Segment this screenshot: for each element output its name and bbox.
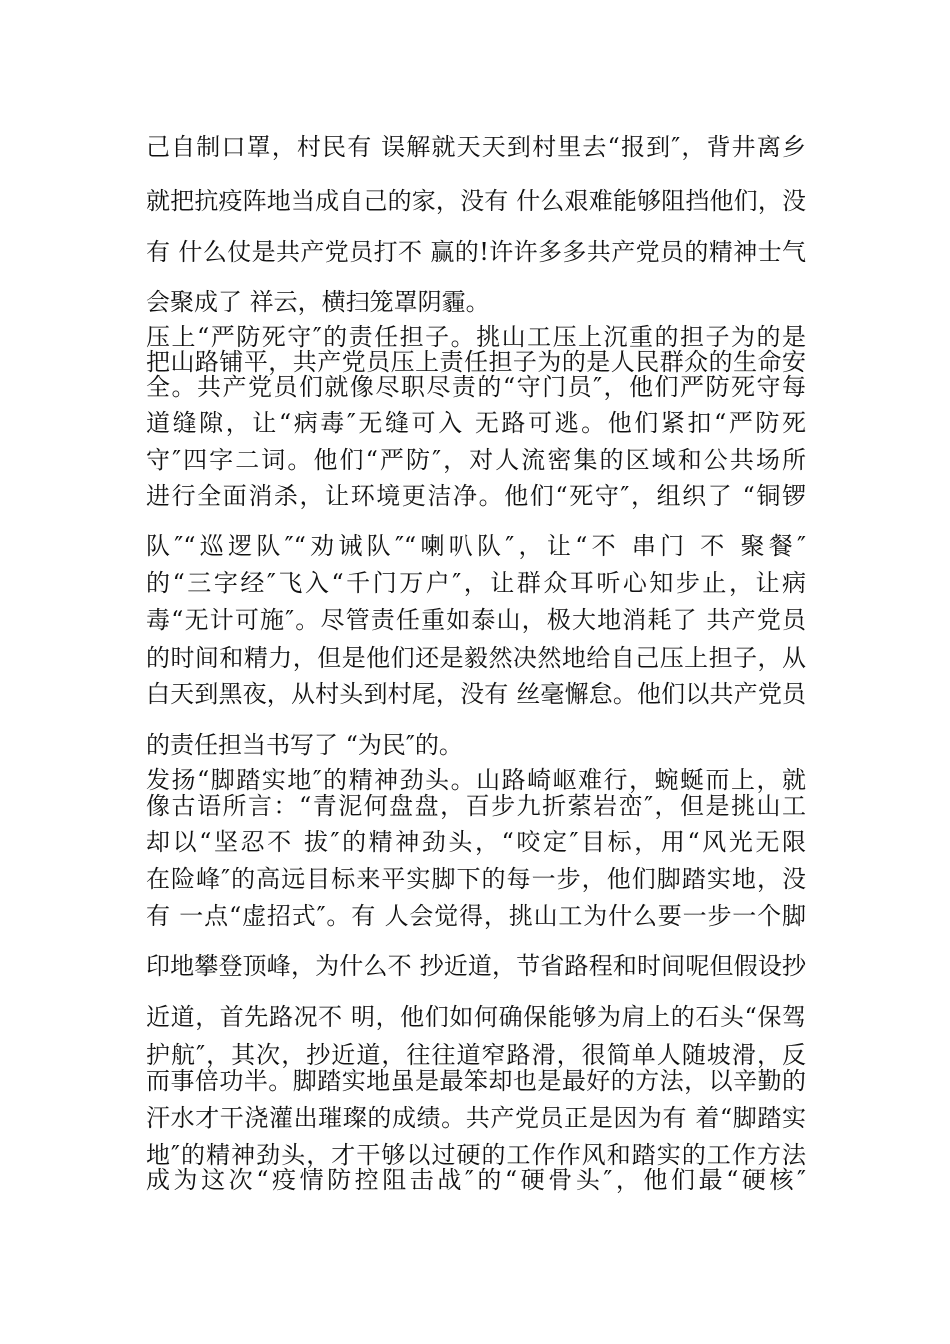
text-line: 像古语所言：“青泥何盘盘，百步九折萦岩峦″，但是挑山工: [146, 792, 806, 820]
text-line: 发扬“脚踏实地″的精神劲头。山路崎岖难行，蜿蜒而上，就: [146, 766, 806, 794]
text-line: 而事倍功半。脚踏实地虽是最笨却也是最好的方法，以辛勤的: [146, 1067, 806, 1095]
text-line: 守″四字二词。他们“严防″，对人流密集的区域和公共场所: [146, 446, 806, 474]
text-line: 却以“坚忍不 拔″的精神劲头，“咬定″目标，用“风光无限: [146, 828, 806, 856]
text-line: 护航″，其次，抄近道，往往道窄路滑，很简单人随坡滑，反: [146, 1041, 806, 1069]
text-line: 汗水才干浇灌出璀璨的成绩。共产党员正是因为有 着“脚踏实: [146, 1104, 806, 1132]
text-line: 印地攀登顶峰，为什么不 抄近道，节省路程和时间呢但假设抄: [146, 952, 806, 980]
text-line: 有 什么仗是共产党员打不 赢的!许许多多共产党员的精神士气: [146, 238, 806, 266]
text-line: 全。共产党员们就像尽职尽责的“守门员″，他们严防死守每: [146, 373, 806, 401]
text-line: 进行全面消杀，让环境更洁净。他们“死守″，组织了 “铜锣: [146, 482, 806, 510]
text-line: 白天到黑夜，从村头到村尾，没有 丝毫懈怠。他们以共产党员: [146, 680, 806, 708]
text-line: 毒“无计可施″。尽管责任重如泰山，极大地消耗了 共产党员: [146, 606, 806, 634]
text-line: 在险峰″的高远目标来平实脚下的每一步，他们脚踏实地，没: [146, 865, 806, 893]
text-line: 有 一点“虚招式″。有 人会觉得，挑山工为什么要一步一个脚: [146, 902, 806, 930]
text-line: 成为这次“疫情防控阻击战″的“硬骨头″，他们最“硬核″: [146, 1166, 806, 1194]
text-line: 把山路铺平，共产党员压上责任担子为的是人民群众的生命安: [146, 348, 806, 376]
text-line: 的时间和精力，但是他们还是毅然决然地给自己压上担子，从: [146, 644, 806, 672]
text-line: 就把抗疫阵地当成自己的家，没有 什么艰难能够阻挡他们，没: [146, 187, 806, 215]
text-line: 的“三字经″飞入“千门万户″，让群众耳听心知步止，让病: [146, 569, 806, 597]
text-line: 道缝隙，让“病毒″无缝可入 无路可逃。他们紧扣“严防死: [146, 409, 806, 437]
text-line: 地″的精神劲头，才干够以过硬的工作作风和踏实的工作方法: [146, 1141, 806, 1169]
text-line: 近道，首先路况不 明，他们如何确保能够为肩上的石头“保驾: [146, 1003, 806, 1031]
text-line: 己自制口罩，村民有 误解就天天到村里去“报到″，背井离乡: [146, 133, 806, 161]
text-line: 队″“巡逻队″“劝诫队″“喇叭队″，让“不 串门 不 聚餐″: [146, 532, 806, 560]
text-line: 的责任担当书写了 “为民″的。: [146, 731, 463, 759]
text-line: 压上“严防死守″的责任担子。挑山工压上沉重的担子为的是: [146, 323, 806, 351]
text-line: 会聚成了 祥云，横扫笼罩阴霾。: [146, 288, 490, 316]
